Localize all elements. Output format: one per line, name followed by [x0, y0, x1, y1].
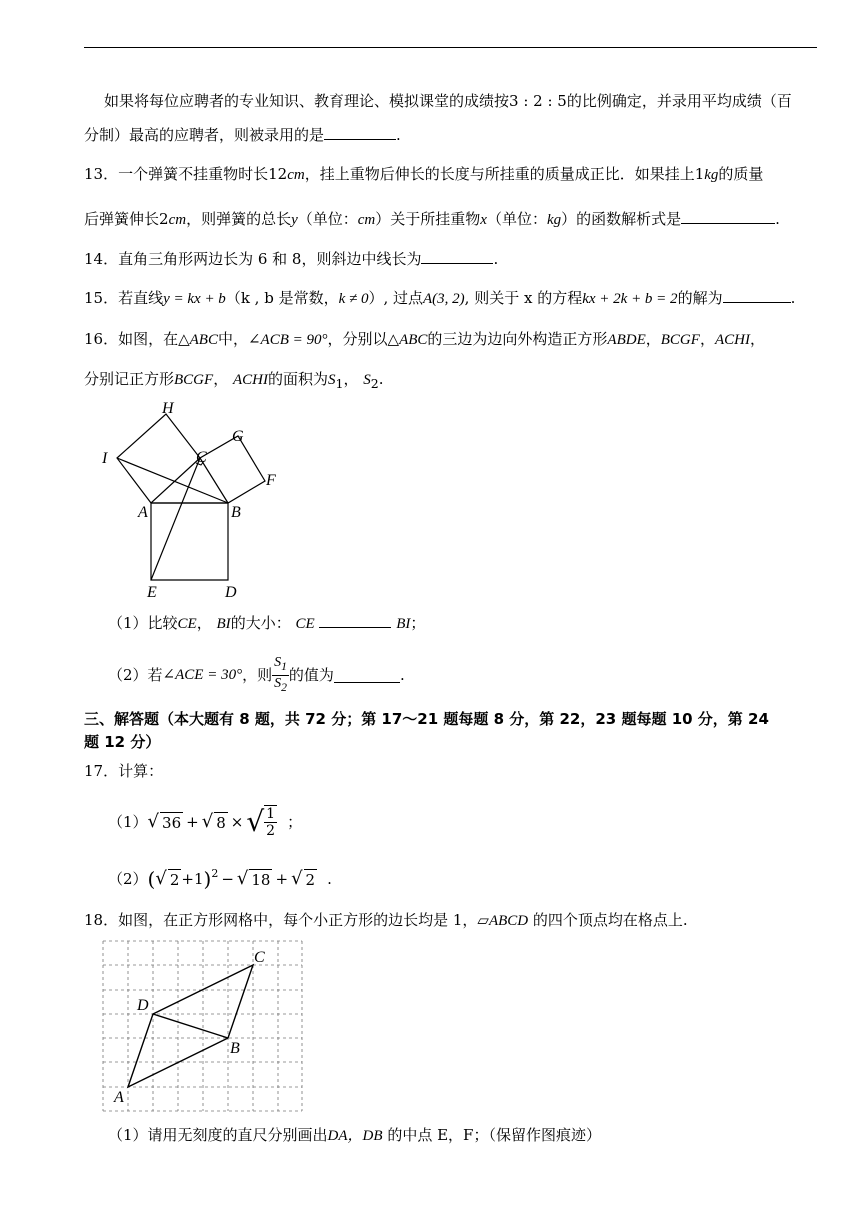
label-e: E	[147, 584, 157, 601]
header-rule	[84, 47, 817, 48]
answer-blank[interactable]	[421, 249, 493, 264]
figure-squares-on-triangle	[96, 398, 296, 603]
q13-line2: 后弹簧伸长2cm，则弹簧的总长y（单位：cm）关于所挂重物x（单位：kg）的函数解析式是 .	[84, 210, 780, 228]
q12-line2: 分制）最高的应聘者，则被录用的是 .	[84, 126, 401, 144]
section-3-heading-cont: 题 12 分）	[84, 733, 161, 751]
segment-ce	[151, 458, 200, 580]
compare-blank[interactable]	[319, 613, 391, 628]
square-bcgf	[200, 436, 265, 503]
label-d: D	[225, 584, 237, 601]
q18-line: 18．如图，在正方形网格中，每个小正方形的边长均是 1，▱ABCD 的四个顶点均在格点上.	[84, 911, 688, 929]
answer-blank[interactable]	[681, 209, 775, 224]
q13-line1: 13．一个弹簧不挂重物时长12cm，挂上重物后伸长的长度与所挂重的质量成正比．如果挂上1kg的质量	[84, 165, 764, 183]
figure-grid-parallelogram	[98, 936, 308, 1116]
answer-blank[interactable]	[324, 125, 396, 140]
label-g: G	[232, 428, 244, 445]
square-abde	[151, 503, 228, 580]
label-f: F	[266, 472, 276, 489]
label-b: B	[231, 504, 241, 521]
label-d: D	[137, 997, 149, 1014]
label-a: A	[114, 1089, 124, 1106]
fraction-s1-s2: $\frac{S_1}{S_2}$	[274, 654, 287, 694]
q16-sub2: （2）若 ∠ACE = 30° ，则 $\frac{S_1}{S_2}$ 的值为 .	[108, 654, 405, 694]
q18-sub1: （1）请用无刻度的直尺分别画出DA，DB 的中点 E，F；（保留作图痕迹）	[108, 1126, 601, 1144]
answer-blank[interactable]	[723, 288, 791, 303]
section-3-heading: 三、解答题（本大题有 8 题，共 72 分；第 17～21 题每题 8 分，第 22，23 题每题 10 分，第 24	[84, 710, 769, 728]
label-b: B	[230, 1040, 240, 1057]
q16-line1: 16．如图，在△ABC中，∠ACB = 90°，分别以△ABC的三边为边向外构造正方形ABDE，BCGF，ACHI，	[84, 330, 765, 348]
q15-line: 15．若直线y = kx + b（k , b 是常数，k ≠ 0）, 过点A(3, 2), 则关于 x 的方程kx + 2k + b = 2的解为 .	[84, 289, 796, 307]
label-c: C	[254, 949, 265, 966]
q17-part2: （2） ( √ 2 +1 ) $^2$ − √ 18 + √ 2 .	[108, 867, 332, 891]
answer-blank[interactable]	[334, 668, 400, 683]
grid	[103, 941, 302, 1111]
q14-line: 14．直角三角形两边长为 6 和 8，则斜边中线长为 .	[84, 250, 499, 268]
q12-line1: 如果将每位应聘者的专业知识、教育理论、模拟课堂的成绩按3 : 2 : 5的比例确定，并录用平均成绩（百	[104, 92, 792, 110]
label-h: H	[162, 400, 174, 417]
label-i: I	[102, 450, 108, 467]
q17-title: 17．计算：	[84, 762, 164, 780]
q16-sub1: （1）比较CE， BI的大小： CE BI；	[108, 614, 426, 632]
q16-line2: 分别记正方形BCGF， ACHI的面积为$S_1$， $S_2$.	[84, 370, 384, 391]
diagonal-db	[153, 1014, 228, 1038]
label-a: A	[138, 504, 148, 521]
q17-part1: （1） √ 36 + √ 8 × √ $\frac{1}{2}$ ；	[108, 805, 303, 839]
label-c: C	[196, 449, 207, 466]
